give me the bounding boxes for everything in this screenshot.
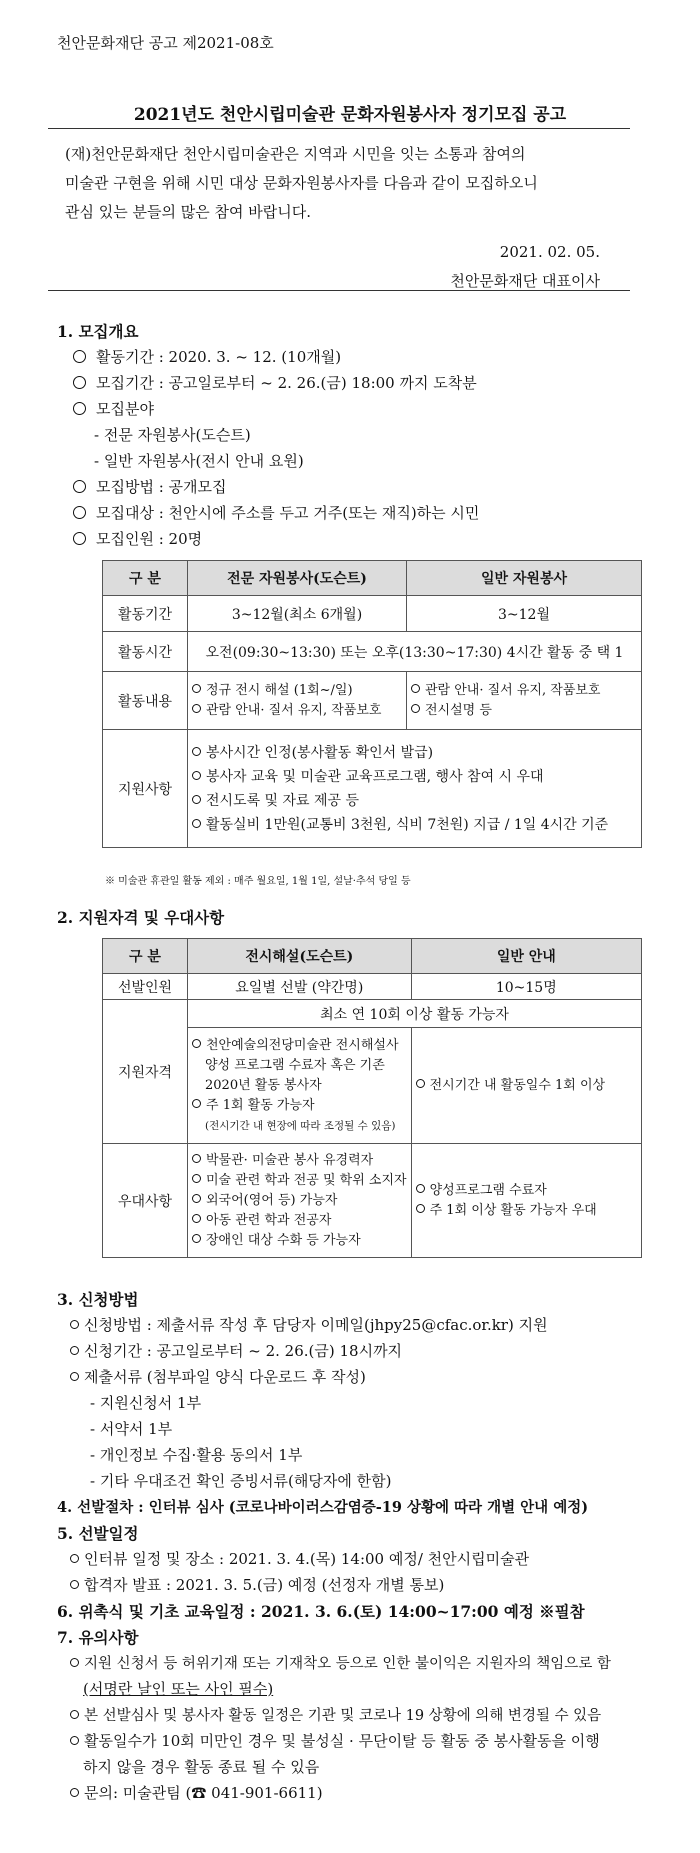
- page-title: 2021년도 천안시립미술관 문화자원봉사자 정기모집 공고: [133, 105, 567, 125]
- list-item: 신청방법 : 제출서류 작성 후 담당자 이메일(jhpy25@cfac.or.kr) 지원: [70, 1314, 548, 1335]
- list-item: 박물관· 미술관 봉사 유경력자: [192, 1151, 407, 1171]
- bullet-circle-icon: [192, 795, 201, 804]
- table-cell: 요일별 선발 (약간명): [188, 974, 412, 1000]
- bullet-circle-icon: [411, 704, 420, 713]
- list-item: 전시기간 내 활동일수 1회 이상: [416, 1076, 637, 1096]
- title-divider: [48, 128, 630, 129]
- list-item: 신청기간 : 공고일로부터 ~ 2. 26.(금) 18시까지: [70, 1340, 402, 1361]
- list-item: 모집분야: [73, 398, 154, 419]
- bullet-circle-icon: [192, 1174, 201, 1183]
- list-item: 모집인원 : 20명: [73, 528, 202, 549]
- table-cell: 3~12월(최소 6개월): [188, 596, 407, 632]
- list-item: - 전문 자원봉사(도슨트): [94, 426, 251, 444]
- signature-divider: [48, 290, 630, 291]
- list-item: 봉사자 교육 및 미술관 교육프로그램, 행사 참여 시 우대: [192, 765, 637, 789]
- bullet-circle-icon: [192, 1194, 201, 1203]
- list-item: 봉사시간 인정(봉사활동 확인서 발급): [192, 741, 637, 765]
- list-item: 양성 프로그램 수료자 혹은 기존: [205, 1057, 385, 1073]
- table-cell: 오전(09:30~13:30) 또는 오후(13:30~17:30) 4시간 활동 중 택 1: [188, 632, 642, 672]
- bullet-circle-icon: [70, 1580, 79, 1589]
- table-header: 구 분: [103, 939, 188, 974]
- table-row-label: 활동기간: [103, 596, 188, 632]
- bullet-circle-icon: [70, 1554, 79, 1563]
- table-row-label: 지원자격: [103, 1000, 188, 1144]
- list-item-continuation: 하지 않을 경우 활동 종료 될 수 있음: [83, 1758, 320, 1776]
- list-item: 관람 안내· 질서 유지, 작품보호: [192, 701, 402, 721]
- list-item: 전시도록 및 자료 제공 등: [192, 789, 637, 813]
- list-item: 장애인 대상 수화 등 가능자: [192, 1231, 407, 1251]
- list-item: 모집기간 : 공고일로부터 ~ 2. 26.(금) 18:00 까지 도착분: [73, 372, 477, 393]
- bullet-circle-icon: [192, 704, 201, 713]
- bullet-circle-icon: [192, 747, 201, 756]
- table-footnote: ※ 미술관 휴관일 활동 제외 : 매주 월요일, 1월 1일, 설날·추석 당일 등: [105, 876, 411, 887]
- bullet-circle-icon: [416, 1079, 425, 1088]
- table-cell: [407, 672, 642, 730]
- bullet-circle-icon: [70, 1788, 79, 1797]
- signature-block: [450, 238, 600, 296]
- list-item: 천안예술의전당미술관 전시해설사: [192, 1036, 407, 1056]
- list-item: 2020년 활동 봉사자: [205, 1077, 322, 1093]
- bullet-circle-icon: [192, 1154, 201, 1163]
- table-cell: [188, 730, 642, 848]
- list-item: 관람 안내· 질서 유지, 작품보호: [411, 681, 637, 701]
- list-item: 제출서류 (첨부파일 양식 다운로드 후 작성): [70, 1366, 366, 1387]
- contact-info: 문의: 미술관팀 (☎ 041-901-6611): [70, 1782, 323, 1803]
- bullet-circle-icon: [416, 1184, 425, 1193]
- list-item: 주 1회 이상 활동 가능자 우대: [416, 1201, 637, 1221]
- table-cell: [188, 1028, 412, 1144]
- bullet-circle-icon: [192, 771, 201, 780]
- list-item: 전시설명 등: [411, 701, 637, 721]
- intro-line: 미술관 구현을 위해 시민 대상 문화자원봉사자를 다음과 같이 모집하오니: [65, 174, 538, 192]
- list-item: - 일반 자원봉사(전시 안내 요원): [94, 452, 304, 470]
- section-3-heading: 3. 신청방법: [57, 1290, 139, 1309]
- list-item: - 서약서 1부: [90, 1420, 173, 1438]
- bullet-circle-icon: [73, 480, 86, 493]
- section-1-heading: 1. 모집개요: [57, 322, 139, 341]
- recruitment-table: [102, 560, 642, 848]
- list-item: - 개인정보 수집·활용 동의서 1부: [90, 1446, 303, 1464]
- list-item-continuation: (서명란 날인 또는 사인 필수): [83, 1680, 274, 1698]
- bullet-circle-icon: [192, 684, 201, 693]
- intro-line: (재)천안문화재단 천안시립미술관은 지역과 시민을 잇는 소통과 참여의: [65, 145, 526, 163]
- bullet-circle-icon: [73, 376, 86, 389]
- section-6-heading: 6. 위촉식 및 기초 교육일정 : 2021. 3. 6.(토) 14:00~17:00 예정 ※필참: [57, 1602, 585, 1621]
- notice-date: 2021. 02. 05.: [499, 243, 600, 261]
- list-item: 정규 전시 해설 (1회~/일): [192, 681, 402, 701]
- table-row-label: 활동시간: [103, 632, 188, 672]
- table-cell: 3~12월: [407, 596, 642, 632]
- table-cell: [188, 1144, 412, 1258]
- table-cell: 10~15명: [411, 974, 641, 1000]
- bullet-circle-icon: [73, 532, 86, 545]
- list-item: 양성프로그램 수료자: [416, 1181, 637, 1201]
- list-item: 모집방법 : 공개모집: [73, 476, 227, 497]
- bullet-circle-icon: [70, 1710, 79, 1719]
- list-item: 인터뷰 일정 및 장소 : 2021. 3. 4.(목) 14:00 예정/ 천안시립미술관: [70, 1548, 529, 1569]
- table-row-label: 우대사항: [103, 1144, 188, 1258]
- table-cell: [188, 672, 407, 730]
- list-item: (전시기간 내 현장에 따라 조정될 수 있음): [205, 1119, 396, 1132]
- table-header: 일반 자원봉사: [407, 561, 642, 596]
- list-item: 주 1회 활동 가능자: [192, 1096, 407, 1116]
- list-item: 합격자 발표 : 2021. 3. 5.(금) 예정 (선정자 개별 통보): [70, 1574, 444, 1595]
- notice-number: 천안문화재단 공고 제2021-08호: [57, 34, 274, 52]
- bullet-circle-icon: [73, 402, 86, 415]
- table-header: 전문 자원봉사(도슨트): [188, 561, 407, 596]
- bullet-circle-icon: [192, 1214, 201, 1223]
- table-row-label: 활동내용: [103, 672, 188, 730]
- bullet-circle-icon: [70, 1372, 79, 1381]
- table-row-label: 지원사항: [103, 730, 188, 848]
- table-cell: [411, 1028, 641, 1144]
- list-item: 본 선발심사 및 봉사자 활동 일정은 기관 및 코로나 19 상황에 의해 변경될 수 있음: [70, 1704, 601, 1725]
- bullet-circle-icon: [192, 1099, 201, 1108]
- bullet-circle-icon: [192, 1039, 201, 1048]
- section-5-heading: 5. 선발일정: [57, 1524, 139, 1543]
- table-row-label: 선발인원: [103, 974, 188, 1000]
- list-item: 활동기간 : 2020. 3. ~ 12. (10개월): [73, 346, 341, 367]
- list-item: 모집대상 : 천안시에 주소를 두고 거주(또는 재직)하는 시민: [73, 502, 479, 523]
- bullet-circle-icon: [70, 1658, 79, 1667]
- list-item: 지원 신청서 등 허위기재 또는 기재착오 등으로 인한 불이익은 지원자의 책임으로 함: [70, 1652, 611, 1673]
- intro-line: 관심 있는 분들의 많은 참여 바랍니다.: [65, 203, 311, 221]
- bullet-circle-icon: [70, 1346, 79, 1355]
- bullet-circle-icon: [411, 684, 420, 693]
- list-item: 활동실비 1만원(교통비 3천원, 식비 7천원) 지급 / 1일 4시간 기준: [192, 813, 637, 837]
- bullet-circle-icon: [416, 1204, 425, 1213]
- table-cell: [411, 1144, 641, 1258]
- bullet-circle-icon: [192, 1234, 201, 1243]
- table-header: 일반 안내: [411, 939, 641, 974]
- bullet-circle-icon: [70, 1736, 79, 1745]
- bullet-circle-icon: [73, 506, 86, 519]
- issuer: 천안문화재단 대표이사: [450, 272, 600, 290]
- list-item: - 기타 우대조건 확인 증빙서류(해당자에 한함): [90, 1472, 392, 1490]
- table-header: 구 분: [103, 561, 188, 596]
- list-item: 외국어(영어 등) 가능자: [192, 1191, 407, 1211]
- list-item: 미술 관련 학과 전공 및 학위 소지자: [192, 1171, 407, 1191]
- bullet-circle-icon: [70, 1320, 79, 1329]
- bullet-circle-icon: [192, 819, 201, 828]
- list-item: - 지원신청서 1부: [90, 1394, 202, 1412]
- section-7-heading: 7. 유의사항: [57, 1628, 139, 1647]
- qualification-table: [102, 938, 642, 1258]
- section-2-heading: 2. 지원자격 및 우대사항: [57, 908, 225, 927]
- table-header: 전시해설(도슨트): [188, 939, 412, 974]
- table-cell: 최소 연 10회 이상 활동 가능자: [188, 1000, 642, 1028]
- intro-paragraph: [65, 140, 625, 227]
- list-item: 활동일수가 10회 미만인 경우 및 불성실 · 무단이탈 등 활동 중 봉사활동을 이행: [70, 1730, 600, 1751]
- bullet-circle-icon: [73, 350, 86, 363]
- section-4-heading: 4. 선발절차 : 인터뷰 심사 (코로나바이러스감염증-19 상황에 따라 개별 안내 예정): [57, 1499, 589, 1516]
- list-item: 아동 관련 학과 전공자: [192, 1211, 407, 1231]
